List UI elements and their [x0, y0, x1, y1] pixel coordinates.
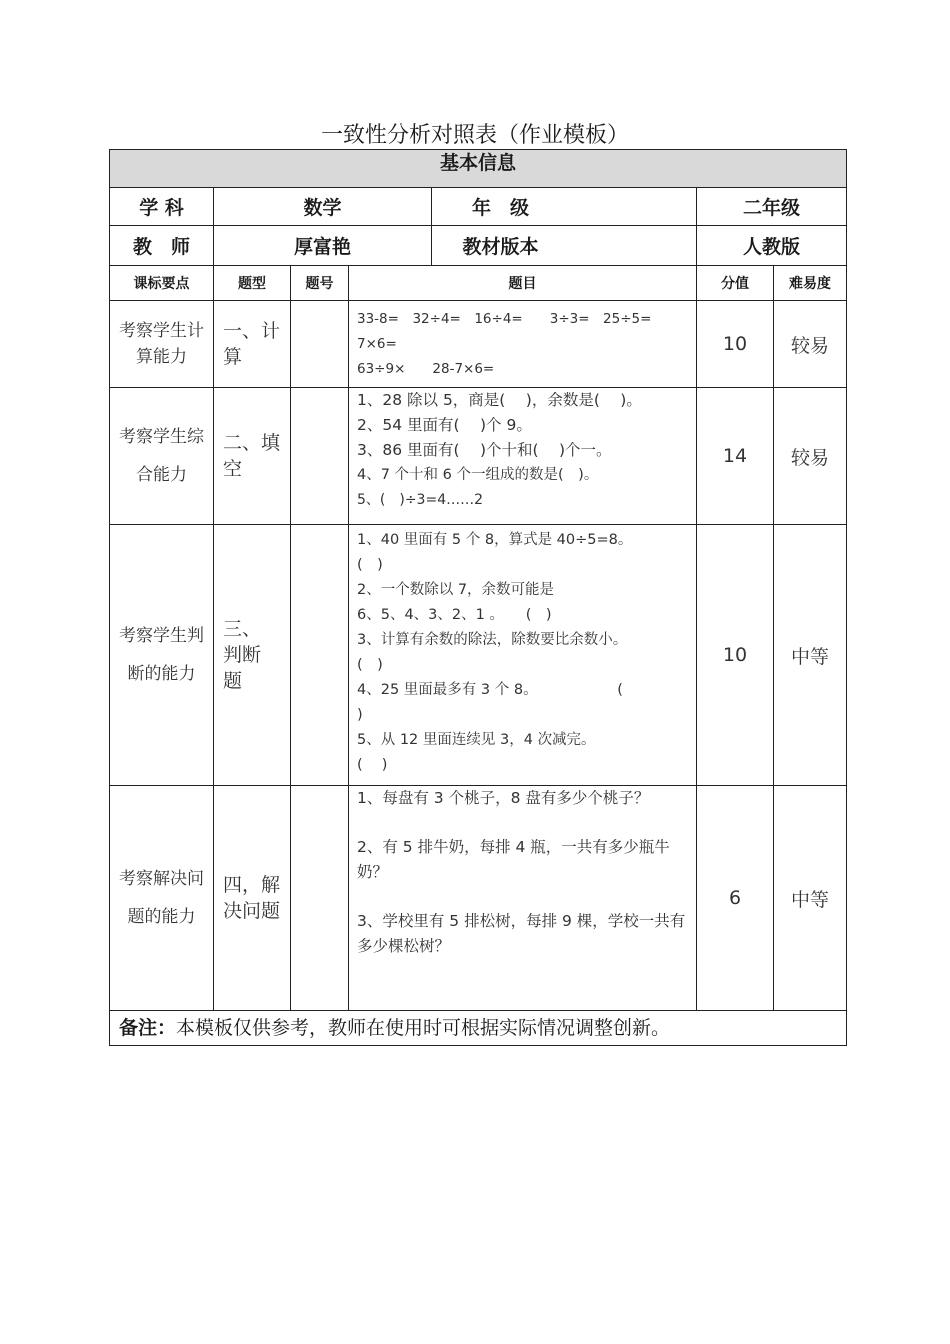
question-line: 6、5、4、3、2、1 。 ( ) — [357, 607, 552, 623]
subject-value — [214, 188, 697, 226]
col-header-type: 题型 — [214, 266, 291, 301]
content-cell — [349, 525, 697, 786]
content-cell — [349, 388, 697, 525]
edition-label: 教材版本 — [431, 226, 569, 266]
content-cell — [349, 786, 697, 1011]
question-line: 1、40 里面有 5 个 8，算式是 40÷5=8。 — [357, 532, 633, 548]
number-cell — [291, 388, 349, 525]
question-line: 5、从 12 里面连续见 3，4 次减完。 — [357, 732, 596, 748]
column-header-row — [110, 266, 847, 301]
subject-label: 学 科 — [110, 188, 214, 226]
grade-value: 二年级 — [697, 188, 847, 226]
table-row — [110, 786, 847, 1011]
difficulty-cell: 较易 — [774, 388, 847, 525]
difficulty-cell: 中等 — [774, 786, 847, 1011]
question-line: ( ) — [357, 657, 383, 673]
table-row — [110, 525, 847, 786]
score-cell: 6 — [697, 786, 774, 1011]
grade-label: 年 级 — [431, 188, 569, 226]
number-cell — [291, 786, 349, 1011]
question-line: 3、86 里面有( )个十和( )个一。 — [357, 441, 612, 459]
number-cell — [291, 301, 349, 388]
subject-grade-row — [110, 188, 847, 226]
score-cell: 14 — [697, 388, 774, 525]
question-line: 33-8= 32÷4= 16÷4= 3÷3= 25÷5= — [357, 311, 652, 327]
page-title: 一致性分析对照表（作业模板） — [320, 123, 629, 148]
basic-info-title: 基本信息 — [110, 150, 847, 188]
type-cell: 一、计算 — [214, 301, 291, 388]
remark-cell — [110, 1011, 847, 1046]
analysis-table — [109, 149, 847, 1046]
col-header-difficulty: 难易度 — [774, 266, 847, 301]
col-header-standard: 课标要点 — [110, 266, 214, 301]
difficulty-cell: 中等 — [774, 525, 847, 786]
col-header-content: 题目 — [349, 266, 697, 301]
col-header-score: 分值 — [697, 266, 774, 301]
teacher-value-text: 厚富艳 — [293, 236, 351, 258]
basic-info-header-row — [110, 150, 847, 188]
edition-value: 人教版 — [697, 226, 847, 266]
question-line: 2、一个数除以 7，余数可能是 — [357, 582, 555, 598]
score-cell: 10 — [697, 525, 774, 786]
question-line: ( ) — [357, 757, 388, 773]
type-cell: 三、判断题 — [214, 525, 291, 786]
remark-row — [110, 1011, 847, 1046]
table-row — [110, 301, 847, 388]
question-line: 1、每盘有 3 个桃子，8 盘有多少个桃子？ — [357, 789, 650, 807]
question-line: 4、25 里面最多有 3 个 8。 ( — [357, 682, 623, 698]
question-line: ( ) — [357, 557, 383, 573]
teacher-edition-row — [110, 226, 847, 266]
question-line: 2、有 5 排牛奶，每排 4 瓶，一共有多少瓶牛奶？ — [357, 838, 670, 881]
question-line: 4、7 个十和 6 个一组成的数是( )。 — [357, 467, 599, 483]
question-line: 2、54 里面有( )个 9。 — [357, 416, 532, 434]
standard-cell: 考察解决问题的能力 — [110, 786, 214, 1011]
standard-cell: 考察学生计算能力 — [110, 301, 214, 388]
type-cell: 四，解决问题 — [214, 786, 291, 1011]
question-line: ) — [357, 707, 363, 723]
spacer — [357, 811, 691, 835]
question-line: 5、( )÷3=4……2 — [357, 492, 484, 508]
content-cell — [349, 301, 697, 388]
remark-label: 备注： — [119, 1017, 177, 1039]
question-line: 7×6= — [357, 336, 397, 352]
standard-cell: 考察学生判断的能力 — [110, 525, 214, 786]
score-cell: 10 — [697, 301, 774, 388]
teacher-value — [214, 226, 697, 266]
type-cell: 二、填空 — [214, 388, 291, 525]
col-header-number: 题号 — [291, 266, 349, 301]
standard-cell: 考察学生综合能力 — [110, 388, 214, 525]
table-row — [110, 388, 847, 525]
number-cell — [291, 525, 349, 786]
remark-text: 本模板仅供参考，教师在使用时可根据实际情况调整创新。 — [176, 1017, 671, 1039]
subject-value-text: 数学 — [303, 197, 342, 219]
question-line: 3、学校里有 5 排松树，每排 9 棵，学校一共有多少棵松树？ — [357, 912, 686, 955]
difficulty-cell: 较易 — [774, 301, 847, 388]
spacer — [357, 885, 691, 909]
question-line: 3、计算有余数的除法，除数要比余数小。 — [357, 632, 628, 648]
teacher-label: 教 师 — [110, 226, 214, 266]
question-line: 1、28 除以 5，商是( )，余数是( )。 — [357, 391, 642, 409]
question-line: 63÷9× 28-7×6= — [357, 361, 495, 377]
